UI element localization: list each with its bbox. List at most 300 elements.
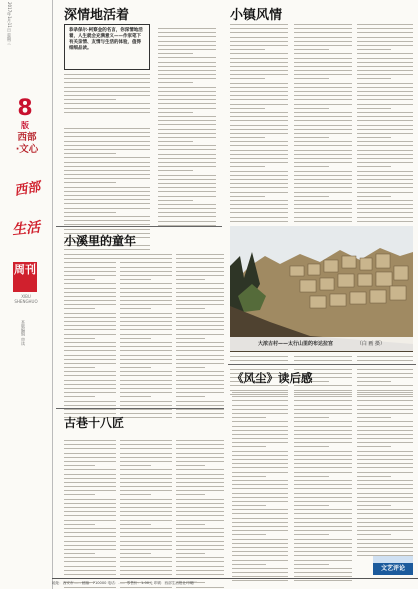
text-line — [64, 103, 150, 104]
text-line — [64, 203, 150, 204]
text-line — [158, 158, 216, 159]
edition-number — [12, 98, 38, 131]
text-line — [357, 175, 413, 176]
text-line — [64, 355, 116, 356]
text-line — [176, 469, 224, 470]
text-line — [64, 262, 116, 263]
text-line — [230, 108, 265, 109]
text-line — [64, 317, 116, 318]
article-title-3: 小溪里的童年 — [64, 234, 137, 248]
text-line — [64, 229, 150, 230]
text-line — [64, 258, 116, 259]
text-line — [230, 212, 288, 213]
text-line — [64, 545, 116, 546]
text-line — [232, 560, 288, 561]
text-line — [158, 57, 216, 58]
text-line — [120, 453, 172, 454]
text-line — [230, 24, 288, 25]
column-badge: 文艺评论 — [373, 563, 413, 575]
text-line — [176, 308, 205, 309]
text-line — [120, 511, 172, 512]
text-line — [64, 95, 150, 96]
text-line — [357, 108, 391, 109]
text-line — [64, 304, 116, 305]
text-line — [357, 480, 413, 481]
text-line — [230, 53, 288, 54]
text-line — [230, 95, 288, 96]
text-line — [294, 83, 352, 84]
article-title-4: 《风尘》读后感 — [232, 371, 313, 385]
text-line — [230, 196, 265, 197]
text-line — [120, 388, 172, 389]
text-line — [158, 133, 216, 134]
text-line — [357, 547, 413, 548]
text-line — [64, 149, 150, 150]
text-line — [176, 405, 224, 406]
text-line — [357, 534, 391, 535]
text-line — [357, 509, 413, 510]
text-line — [120, 392, 172, 393]
text-line — [176, 334, 224, 335]
text-line — [357, 212, 413, 213]
text-line — [176, 375, 224, 376]
text-line — [357, 405, 413, 406]
text-line — [294, 104, 352, 105]
text-line — [158, 45, 216, 46]
text-line — [176, 359, 224, 360]
text-line — [158, 179, 216, 180]
text-line — [294, 472, 352, 473]
text-line — [64, 574, 116, 575]
text-line — [64, 187, 150, 188]
text-line — [64, 153, 116, 154]
article-body-1c — [158, 28, 216, 223]
column-badge-bg — [373, 556, 413, 563]
text-line — [64, 359, 116, 360]
text-line — [357, 373, 413, 374]
text-line — [232, 513, 288, 514]
text-line — [120, 258, 172, 259]
text-line — [357, 120, 413, 121]
text-line — [294, 392, 352, 393]
text-line — [176, 490, 224, 491]
text-line — [64, 162, 150, 163]
text-line — [357, 150, 413, 151]
text-line — [294, 480, 352, 481]
text-line — [176, 321, 224, 322]
text-line — [230, 58, 288, 59]
text-line — [64, 388, 116, 389]
text-line — [232, 572, 288, 573]
text-line — [357, 53, 413, 54]
text-line — [64, 375, 116, 376]
text-line — [294, 87, 352, 88]
text-line — [120, 566, 172, 567]
article-body-2c — [357, 24, 413, 220]
brush-calligraphy-1: 西部 — [13, 179, 42, 200]
text-line — [158, 99, 216, 100]
text-line — [120, 292, 172, 293]
text-line — [176, 254, 224, 255]
article-body-1a — [64, 74, 150, 126]
text-line — [357, 434, 413, 435]
text-line — [230, 49, 265, 50]
text-line — [294, 95, 352, 96]
text-line — [230, 120, 288, 121]
text-line — [230, 187, 288, 188]
text-line — [294, 37, 352, 38]
text-line — [64, 478, 116, 479]
text-line — [294, 116, 352, 117]
text-line — [158, 112, 193, 113]
text-line — [158, 78, 216, 79]
text-line — [120, 346, 172, 347]
article-body-5c — [176, 440, 224, 574]
text-line — [176, 271, 224, 272]
text-line — [176, 279, 205, 280]
text-line — [64, 553, 95, 554]
text-line — [294, 526, 352, 527]
text-line — [357, 45, 413, 46]
text-line — [64, 474, 116, 475]
text-line — [158, 49, 216, 50]
text-line — [176, 499, 224, 500]
text-line — [120, 574, 172, 575]
weekly-logo: 周刊 — [13, 262, 37, 292]
text-line — [158, 28, 216, 29]
text-line — [230, 116, 288, 117]
text-line — [120, 275, 172, 276]
text-line — [176, 566, 224, 567]
article-body-2b — [294, 24, 352, 220]
text-line — [230, 99, 288, 100]
text-line — [294, 564, 329, 565]
text-line — [294, 192, 352, 193]
text-line — [232, 421, 288, 422]
article-body-5a — [64, 440, 116, 574]
text-line — [232, 534, 266, 535]
text-line — [294, 356, 352, 357]
text-line — [230, 41, 288, 42]
text-line — [232, 396, 288, 397]
text-line — [357, 204, 413, 205]
text-line — [64, 141, 150, 142]
text-line — [357, 430, 413, 431]
text-line — [294, 360, 352, 361]
text-line — [158, 162, 216, 163]
text-line — [294, 28, 352, 29]
text-line — [120, 359, 172, 360]
article-body-2a — [230, 24, 288, 220]
text-line — [176, 300, 224, 301]
photo-credit: （白 画 摄） — [356, 341, 385, 347]
text-line — [176, 325, 224, 326]
text-line — [176, 342, 224, 343]
text-line — [64, 532, 116, 533]
text-line — [120, 528, 172, 529]
text-line — [176, 304, 224, 305]
text-line — [64, 469, 116, 470]
text-line — [357, 505, 391, 506]
text-line — [294, 484, 352, 485]
text-line — [294, 442, 352, 443]
text-line — [294, 78, 329, 79]
text-line — [158, 183, 216, 184]
text-line — [230, 45, 288, 46]
text-line — [357, 455, 413, 456]
text-line — [357, 467, 413, 468]
text-line — [120, 545, 172, 546]
text-line — [176, 440, 224, 441]
text-line — [357, 526, 413, 527]
text-line — [176, 409, 224, 410]
text-line — [357, 426, 413, 427]
text-line — [158, 108, 216, 109]
text-line — [64, 440, 116, 441]
text-line — [357, 78, 391, 79]
text-line — [230, 66, 288, 67]
text-line — [176, 465, 205, 466]
text-line — [294, 53, 352, 54]
text-line — [357, 438, 413, 439]
text-line — [294, 438, 352, 439]
text-line — [120, 338, 151, 339]
text-line — [64, 570, 116, 571]
text-line — [294, 91, 352, 92]
text-line — [120, 296, 172, 297]
text-line — [294, 74, 352, 75]
text-line — [64, 503, 116, 504]
text-line — [294, 413, 352, 414]
text-line — [232, 463, 288, 464]
text-line — [64, 465, 95, 466]
text-line — [64, 199, 150, 200]
text-line — [64, 557, 116, 558]
text-line — [357, 417, 391, 418]
text-line — [232, 522, 288, 523]
text-line — [232, 434, 288, 435]
text-line — [232, 501, 288, 502]
photo-illustration — [230, 226, 413, 352]
text-line — [230, 32, 288, 33]
text-line — [120, 499, 172, 500]
text-line — [64, 350, 116, 351]
text-line — [294, 497, 352, 498]
text-line — [176, 478, 224, 479]
text-line — [357, 49, 391, 50]
text-line — [120, 300, 172, 301]
text-line — [64, 296, 116, 297]
text-line — [294, 543, 352, 544]
text-line — [176, 317, 224, 318]
text-line — [357, 58, 413, 59]
text-line — [357, 493, 413, 494]
text-line — [120, 262, 172, 263]
text-line — [230, 104, 288, 105]
text-line — [64, 78, 150, 79]
text-line — [120, 313, 172, 314]
text-line — [230, 171, 288, 172]
text-line — [120, 444, 172, 445]
text-line — [64, 191, 150, 192]
text-line — [64, 87, 150, 88]
text-line — [176, 367, 205, 368]
text-line — [120, 401, 172, 402]
text-line — [294, 49, 329, 50]
text-line — [357, 381, 391, 382]
text-line — [176, 350, 224, 351]
text-line — [64, 132, 150, 133]
edition-label: 版 — [21, 121, 29, 130]
text-line — [64, 401, 116, 402]
text-line — [294, 421, 352, 422]
text-line — [357, 91, 413, 92]
text-line — [64, 212, 116, 213]
text-line — [158, 212, 216, 213]
text-line — [232, 417, 266, 418]
text-line — [294, 41, 352, 42]
text-line — [294, 45, 352, 46]
text-line — [120, 279, 151, 280]
text-line — [176, 346, 224, 347]
text-line — [357, 396, 413, 397]
text-line — [120, 557, 172, 558]
text-line — [64, 342, 116, 343]
text-line — [64, 216, 150, 217]
text-line — [64, 338, 95, 339]
text-line — [294, 467, 352, 468]
text-line — [64, 536, 116, 537]
text-line — [230, 179, 288, 180]
text-line — [230, 129, 288, 130]
text-line — [230, 360, 288, 361]
text-line — [120, 375, 172, 376]
text-line — [176, 486, 224, 487]
text-line — [120, 363, 172, 364]
text-line — [64, 486, 116, 487]
text-line — [230, 133, 288, 134]
text-line — [294, 183, 352, 184]
text-line — [357, 409, 413, 410]
text-line — [158, 53, 193, 54]
article-title-1: 深情地活着 — [64, 8, 130, 23]
divider — [228, 364, 416, 365]
text-line — [294, 166, 329, 167]
page-footer: 地址：西安市…… 邮编：710000 电话：…… 零售价：1.00元 印刷：西部生活报社印刷厂 — [52, 578, 418, 590]
text-line — [158, 166, 216, 167]
text-line — [357, 125, 413, 126]
text-line — [294, 196, 329, 197]
text-line — [357, 392, 413, 393]
text-line — [294, 208, 352, 209]
text-line — [232, 451, 288, 452]
text-line — [64, 220, 150, 221]
text-line — [158, 70, 216, 71]
text-line — [158, 36, 216, 37]
text-line — [232, 472, 288, 473]
text-line — [357, 41, 413, 42]
text-line — [232, 539, 288, 540]
text-line — [357, 200, 413, 201]
article-body-2f — [357, 356, 413, 386]
text-line — [232, 526, 288, 527]
text-line — [357, 221, 413, 222]
village-photo — [230, 226, 413, 352]
text-line — [357, 390, 413, 391]
text-line — [158, 103, 216, 104]
text-line — [176, 267, 224, 268]
text-line — [357, 451, 413, 452]
section-name — [12, 132, 42, 156]
text-line — [158, 82, 193, 83]
text-line — [294, 551, 352, 552]
text-line — [294, 112, 352, 113]
text-line — [64, 275, 116, 276]
text-line — [158, 129, 216, 130]
text-line — [294, 568, 352, 569]
text-line — [176, 515, 224, 516]
text-line — [230, 137, 265, 138]
text-line — [64, 515, 116, 516]
text-line — [64, 371, 116, 372]
text-line — [230, 112, 288, 113]
text-line — [120, 536, 172, 537]
text-line — [357, 158, 413, 159]
text-line — [357, 377, 413, 378]
text-line — [357, 192, 413, 193]
text-line — [64, 490, 116, 491]
article-title-5: 古巷十八匠 — [64, 416, 125, 430]
text-line — [357, 421, 413, 422]
text-line — [64, 380, 116, 381]
text-line — [176, 283, 224, 284]
text-line — [176, 541, 224, 542]
text-line — [158, 196, 216, 197]
text-line — [230, 74, 288, 75]
text-line — [120, 457, 172, 458]
text-line — [294, 505, 329, 506]
text-line — [120, 465, 151, 466]
text-line — [232, 442, 288, 443]
text-line — [294, 62, 352, 63]
text-line — [120, 478, 172, 479]
text-line — [357, 463, 413, 464]
text-line — [230, 158, 288, 159]
text-line — [232, 405, 288, 406]
text-line — [357, 501, 413, 502]
text-line — [64, 405, 116, 406]
text-line — [230, 183, 288, 184]
text-line — [357, 162, 413, 163]
text-line — [64, 482, 116, 483]
text-line — [232, 543, 288, 544]
text-line — [232, 467, 288, 468]
text-line — [294, 530, 352, 531]
text-line — [230, 175, 288, 176]
text-line — [294, 534, 329, 535]
text-line — [232, 518, 288, 519]
text-line — [176, 549, 224, 550]
text-line — [64, 166, 150, 167]
text-line — [357, 187, 413, 188]
text-line — [294, 145, 352, 146]
text-line — [158, 137, 216, 138]
text-line — [120, 267, 172, 268]
text-line — [232, 392, 288, 393]
text-line — [64, 325, 116, 326]
text-line — [176, 532, 224, 533]
masthead-column — [0, 0, 53, 589]
